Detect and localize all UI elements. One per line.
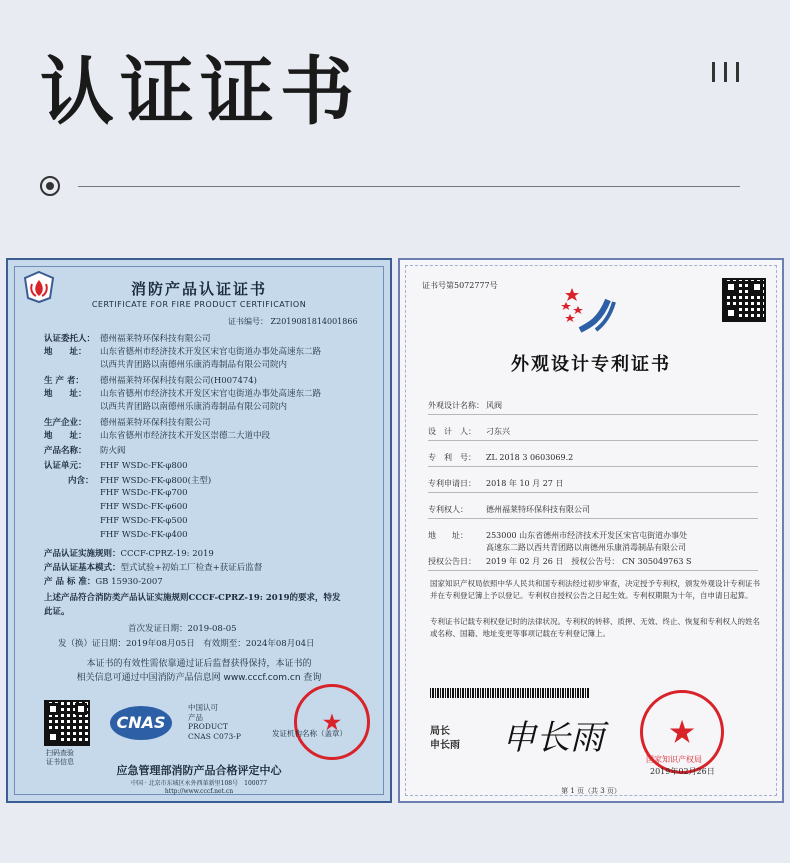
fire-row: 以西共青团路以南德州乐康消毒制品有限公司院内 [100,402,288,412]
fire-row: 以西共青团路以南德州乐康消毒制品有限公司院内 [100,360,288,370]
qr-caption-2: 证书信息 [46,758,74,766]
cnas-logo: CNAS [110,706,172,740]
page-title: 认证证书 [40,49,360,135]
accredit-text: CNAS C073-P [188,732,241,741]
qr-code-icon[interactable] [44,700,90,746]
row-divider [428,518,758,519]
fire-row: 生 产 者： 德州福莱特环保科技有限公司(H007474) [44,376,257,386]
patent-row: 外观设计名称： 风阀 [428,401,502,410]
row-divider [428,570,758,571]
organization-url: http://www.cccf.net.cn [164,788,234,795]
accredit-text: PRODUCT [188,722,228,731]
fire-row: 内含： FHF WSDc-FK-φ800(主型) [68,476,212,486]
target-icon [40,176,60,196]
seal-date: 2019年02月26日 [650,767,715,776]
patent-cert-number: 证书号第5072777号 [422,281,498,290]
row-divider [428,466,758,467]
patent-row: 高速东二路以西共青团路以南德州乐康消毒制品有限公司 [486,543,686,552]
fire-row: FHF WSDc-FK-φ700 [100,488,188,498]
fire-row: 产品认证基本模式：型式试验+初始工厂检查+获证后监督 [44,563,263,573]
patent-row: 地 址： 253000 山东省德州市经济技术开发区宋官屯街道办事处 [428,531,688,540]
director-name: 申长雨 [430,740,460,751]
accredit-text: 中国认可 [188,703,218,712]
fire-row: 生产企业： 德州福莱特环保科技有限公司 [44,418,211,428]
conformity-statement-end: 此证。 [44,607,70,617]
patent-statement: 国家知识产权局依照中华人民共和国专利法经过初步审查，决定授予专利权，颁发外观设计专利证书并在专利登记簿上予以登记。专利权自授权公告之日起生效。专利权期限为十年，自申请日起算。 [430,579,760,600]
cnipa-seal: ★ [640,690,724,774]
patent-row: 专利申请日： 2018 年 10 月 27 日 [428,479,564,488]
row-divider [428,492,758,493]
barcode-icon [430,688,590,698]
fire-row: 地 址： 山东省德州市经济技术开发区宋官屯街道办事处高速东二路 [44,347,322,357]
patent-row: 专 利 号： ZL 2018 3 0603069.2 [428,453,574,462]
fire-row: 产 品 标 准：GB 15930-2007 [44,577,163,587]
issuer-signature-label: 发证机构名称（盖章） [272,729,347,738]
seal-text: 国家知识产权局 [646,755,702,764]
validity-notice-url: 相关信息可通过中国消防产品信息网 www.cccf.com.cn 查询 [76,673,322,683]
fire-cert-number: 证书编号： Z2019081814001866 [228,317,358,326]
issue-validity-date: 发（换）证日期：2019年08月05日 有效期至：2024年08月04日 [58,639,315,649]
patent-cert-title: 外观设计专利证书 [511,354,671,375]
first-issue-date: 首次发证日期：2019-08-05 [128,624,237,634]
page-footer: 第 1 页（共 3 页） [561,787,621,795]
row-divider [428,414,758,415]
accredit-text: 产品 [188,713,203,722]
design-patent-certificate[interactable] [398,258,784,803]
fire-row: 地 址： 山东省德州市经济技术开发区宋官屯街道办事处高速东二路 [44,389,322,399]
director-title: 局长 [430,726,450,737]
director-signature: 申长雨 [502,718,604,758]
patent-row: 授权公告日： 2019 年 02 月 26 日 授权公告号： CN 305049763 S [428,557,692,566]
fire-row: 认证单元： FHF WSDc-FK-φ800 [44,461,188,471]
fire-row: 产品认证实施规则：CCCF-CPRZ-19: 2019 [44,549,214,559]
fire-row: FHF WSDc-FK-φ600 [100,502,188,512]
qr-caption: 扫码查验 [46,749,74,757]
row-divider [428,440,758,441]
fire-cert-title-en: CERTIFICATE FOR FIRE PRODUCT CERTIFICATION [91,300,307,309]
organization-address: 中国 · 北京市东城区永外西革新里108号 100077 [130,780,268,787]
qr-code-icon[interactable] [722,278,766,322]
validity-notice: 本证书的有效性需依靠通过证后监督获得保持，本证书的 [86,659,312,669]
fire-product-certificate[interactable] [6,258,392,803]
fire-cert-seal: ★ [294,684,370,760]
divider [78,186,740,187]
fire-row: 地 址： 山东省德州市经济技术开发区崇德二大道中段 [44,431,271,441]
fire-cert-title: 消防产品认证证书 [130,280,267,298]
conformity-statement: 上述产品符合消防类产品认证实施规则CCCF-CPRZ-19: 2019的要求，特发 [44,593,341,603]
fire-row: FHF WSDc-FK-φ400 [100,530,188,540]
cnipa-emblem-icon [560,280,630,340]
fire-row: 认证委托人： 德州福莱特环保科技有限公司 [44,334,211,344]
issuing-organization: 应急管理部消防产品合格评定中心 [116,764,282,777]
fire-row: 产品名称： 防火阀 [44,446,126,456]
patent-row: 设 计 人： 刁东兴 [428,427,510,436]
patent-legal-note: 专利证书记载专利权登记时的法律状况。专利权的转移、质押、无效、终止、恢复和专利权人的姓名或名称、国籍、地址变更等事项记载在专利登记簿上。 [430,617,760,638]
fire-row: FHF WSDc-FK-φ500 [100,516,188,526]
patent-row: 专利权人： 德州福莱特环保科技有限公司 [428,505,590,514]
menu-bars-icon[interactable] [712,62,742,82]
